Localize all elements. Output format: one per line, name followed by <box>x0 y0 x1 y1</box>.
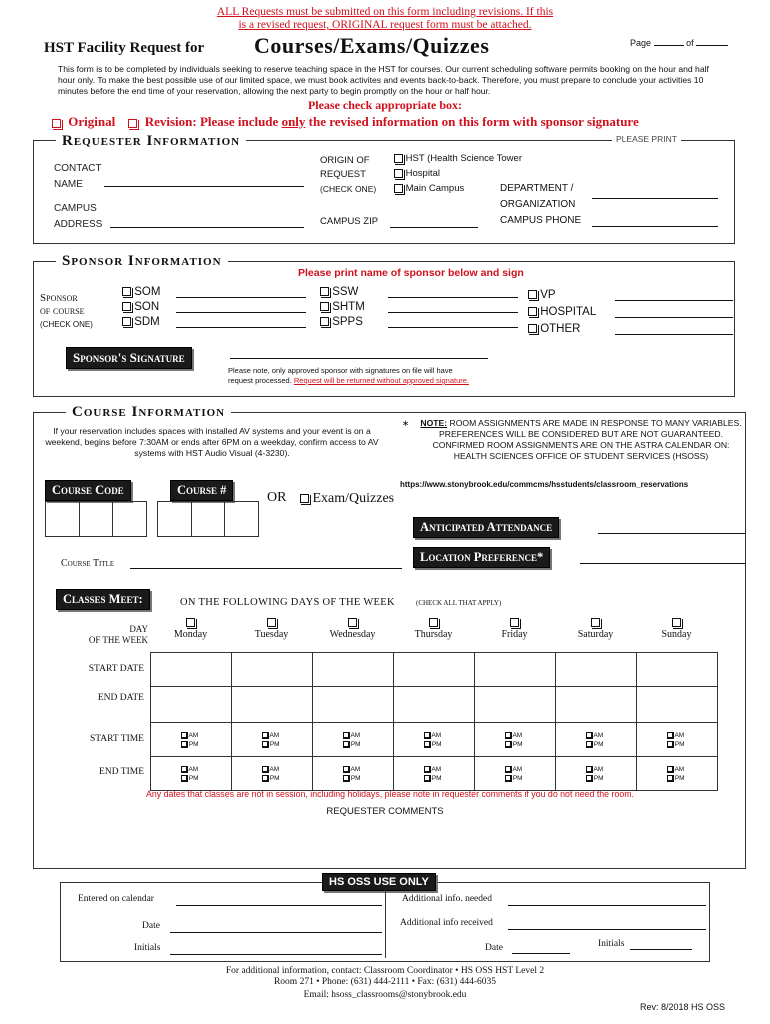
requester-frame <box>33 140 735 244</box>
code-box[interactable] <box>80 502 114 536</box>
pm-checkbox[interactable] <box>667 775 673 781</box>
sponsor-label-3: (CHECK ONE) <box>40 320 93 329</box>
av-note: If your reservation includes spaces with installed AV systems and your event is on a weekend, begins before 7:30AM or ends after 6PM on a weekday, confirm access to AV systems with HST Audio Visual (4-3230). <box>45 426 379 458</box>
pm-checkbox[interactable] <box>424 775 430 781</box>
origin-option-hst[interactable] <box>394 151 522 166</box>
schedule-grid <box>150 652 718 791</box>
am-label: AM <box>269 731 280 739</box>
hospital-checkbox[interactable] <box>394 169 403 178</box>
pm-label: PM <box>593 774 604 782</box>
pm-label: PM <box>269 774 280 782</box>
am-label: AM <box>431 765 442 773</box>
note-text: ROOM ASSIGNMENTS ARE MADE IN RESPONSE TO MANY VARIABLES. PREFERENCES WILL BE CONSIDERED BUT ARE NOT GUARANTEED. CONFIRMED ROOM ASSIGNMENTS ARE ON THE ASTRA CALENDAR ON: HEALTH SCIENCES OFFICE OF STUDENT SERVICES (HSOSS) <box>432 418 742 461</box>
initials2-label: Initials <box>598 939 625 949</box>
check-all-label: (CHECK ALL THAT APPLY) <box>416 599 502 607</box>
number-box[interactable] <box>158 502 192 536</box>
sponsor-col3-line[interactable] <box>615 334 733 335</box>
initials2-field[interactable] <box>630 949 692 950</box>
time-cell[interactable] <box>313 723 394 757</box>
department-label-2: ORGANIZATION <box>500 199 576 210</box>
day-header[interactable] <box>231 617 312 641</box>
office-divider <box>385 890 386 958</box>
day-label-2: OF THE WEEK <box>88 635 148 645</box>
am-label: AM <box>512 765 523 773</box>
am-checkbox[interactable] <box>586 732 592 738</box>
time-cell[interactable] <box>637 757 718 791</box>
address-label-1: CAMPUS <box>54 203 97 214</box>
pm-checkbox[interactable] <box>181 775 187 781</box>
date-field[interactable] <box>170 932 382 933</box>
note-label: NOTE: <box>420 418 448 428</box>
revision-label-a: Revision: Please include <box>144 114 279 129</box>
revision-checkbox[interactable] <box>128 119 137 128</box>
pm-label: PM <box>674 740 685 748</box>
contact-name-label <box>54 161 102 193</box>
pm-checkbox[interactable] <box>667 741 673 747</box>
signature-note <box>228 366 469 386</box>
sponsor-option-label: SOM <box>134 286 161 298</box>
grid-cell[interactable] <box>232 687 313 723</box>
holiday-note: Any dates that classes are not in session, including holidays, please note in requester comments if you do not need the room. <box>145 789 635 799</box>
checkbox[interactable] <box>528 307 537 316</box>
page-title: Courses/Exams/Quizzes <box>254 33 490 58</box>
initials-field[interactable] <box>170 954 382 955</box>
day-checkbox[interactable] <box>510 618 519 627</box>
page-counter <box>630 38 728 48</box>
day-label: Friday <box>501 629 528 640</box>
course-title-field[interactable] <box>130 568 402 569</box>
end-date-row <box>151 687 718 723</box>
signature-note-1: Please note, only approved sponsor with signatures on file will have <box>228 366 453 375</box>
day-label: Thursday <box>414 629 453 640</box>
am-checkbox[interactable] <box>424 766 430 772</box>
date-label: Date <box>142 921 160 931</box>
end-time-row <box>151 757 718 791</box>
time-cell[interactable] <box>637 723 718 757</box>
checkbox[interactable] <box>320 287 329 296</box>
checkbox[interactable] <box>528 290 537 299</box>
day-label: Wednesday <box>329 629 376 640</box>
sponsor-option[interactable] <box>528 304 596 321</box>
course-heading: Course Information <box>66 404 231 421</box>
number-box[interactable] <box>225 502 258 536</box>
campus-phone-label: CAMPUS PHONE <box>500 215 582 226</box>
day-headers <box>150 617 717 641</box>
am-label: AM <box>350 765 361 773</box>
note-star: ∗ <box>402 418 410 428</box>
sponsor-option-label: VP <box>540 289 556 301</box>
check-box-prompt: Please check appropriate box: <box>307 98 463 112</box>
origin-option-label: HST (Health Science Tower <box>405 153 522 164</box>
pm-checkbox[interactable] <box>586 741 592 747</box>
day-header[interactable] <box>312 617 393 641</box>
am-checkbox[interactable] <box>505 766 511 772</box>
sponsor-option-label: OTHER <box>540 323 581 335</box>
title-prefix: HST Facility Request for <box>44 40 205 56</box>
pm-checkbox[interactable] <box>262 741 268 747</box>
checkbox[interactable] <box>320 317 329 326</box>
day-checkbox[interactable] <box>429 618 438 627</box>
sponsor-col2-line[interactable] <box>388 327 518 328</box>
course-title-label: Course Title <box>61 558 115 569</box>
department-field[interactable] <box>592 198 718 199</box>
classes-meet-label: Classes Meet: <box>56 589 150 610</box>
sponsor-of-course-label <box>40 292 93 331</box>
sponsor-col-2 <box>320 285 365 330</box>
time-cell[interactable] <box>151 757 232 791</box>
pm-checkbox[interactable] <box>181 741 187 747</box>
grid-cell[interactable] <box>313 687 394 723</box>
pm-checkbox[interactable] <box>505 741 511 747</box>
day-label: Tuesday <box>254 629 289 640</box>
grid-cell[interactable] <box>151 687 232 723</box>
requester-heading: Requester Information <box>56 133 246 150</box>
sponsor-col-3 <box>528 287 596 338</box>
hst-checkbox[interactable] <box>394 154 403 163</box>
am-checkbox[interactable] <box>667 766 673 772</box>
grid-cell[interactable] <box>637 687 718 723</box>
time-cell[interactable] <box>313 757 394 791</box>
time-cell[interactable] <box>556 723 637 757</box>
am-checkbox[interactable] <box>262 732 268 738</box>
day-label: Saturday <box>577 629 614 640</box>
page-number-field[interactable] <box>654 45 684 46</box>
department-label <box>500 181 581 229</box>
signature-note-2: request processed. <box>228 376 292 385</box>
reservations-url[interactable]: https://www.stonybrook.edu/commcms/hsstudents/classroom_reservations <box>400 480 689 489</box>
sponsor-col1-line[interactable] <box>176 327 306 328</box>
notice-line-2: is a revised request, ORIGINAL request form must be attached. <box>238 19 532 31</box>
campus-zip-label: CAMPUS ZIP <box>320 216 379 227</box>
address-label-2: ADDRESS <box>54 219 103 230</box>
sponsor-heading: Sponsor Information <box>56 253 228 270</box>
requester-comments-label: REQUESTER COMMENTS <box>326 806 444 817</box>
page-total-field[interactable] <box>696 45 728 46</box>
exam-label: Exam/Quizzes <box>312 491 395 506</box>
revision-only: only <box>281 114 306 129</box>
attendance-label: Anticipated Attendance <box>413 517 559 538</box>
course-code-label: Course Code <box>45 480 131 501</box>
time-cell[interactable] <box>394 723 475 757</box>
additional-needed-field[interactable] <box>508 905 706 906</box>
row-label: START TIME <box>89 734 144 744</box>
sponsor-option[interactable] <box>320 285 365 300</box>
checkbox[interactable] <box>320 302 329 311</box>
sponsor-option[interactable] <box>122 300 160 315</box>
sponsor-col1-line[interactable] <box>176 312 306 313</box>
am-checkbox[interactable] <box>343 732 349 738</box>
exam-checkbox[interactable] <box>300 494 309 503</box>
day-label-1: DAY <box>129 624 148 634</box>
additional-needed-label: Additional info. needed <box>402 894 492 904</box>
checkbox[interactable] <box>122 302 131 311</box>
code-box[interactable] <box>113 502 146 536</box>
pm-checkbox[interactable] <box>262 775 268 781</box>
notice-line-1: ALL Requests must be submitted on this form including revisions. If this <box>216 6 554 18</box>
time-cell[interactable] <box>475 723 556 757</box>
time-cell[interactable] <box>232 757 313 791</box>
am-label: AM <box>593 765 604 773</box>
sponsor-option-label: SHTM <box>332 301 365 313</box>
date2-field[interactable] <box>512 953 570 954</box>
time-cell[interactable] <box>556 757 637 791</box>
grid-cell[interactable] <box>394 653 475 687</box>
am-label: AM <box>350 731 361 739</box>
original-checkbox[interactable] <box>52 119 61 128</box>
pm-checkbox[interactable] <box>505 775 511 781</box>
notice <box>150 6 620 32</box>
pm-label: PM <box>512 740 523 748</box>
time-cell[interactable] <box>475 757 556 791</box>
pm-label: PM <box>593 740 604 748</box>
grid-cell[interactable] <box>475 687 556 723</box>
sponsor-col3-line[interactable] <box>615 317 733 318</box>
pm-checkbox[interactable] <box>343 775 349 781</box>
sponsor-option[interactable] <box>122 315 160 330</box>
time-cell[interactable] <box>232 723 313 757</box>
day-checkbox[interactable] <box>591 618 600 627</box>
date2-label: Date <box>485 943 503 953</box>
am-label: AM <box>593 731 604 739</box>
am-checkbox[interactable] <box>424 732 430 738</box>
day-header[interactable] <box>150 617 231 641</box>
please-print: PLEASE PRINT <box>612 134 681 144</box>
pm-checkbox[interactable] <box>343 741 349 747</box>
am-checkbox[interactable] <box>505 732 511 738</box>
entered-field[interactable] <box>176 905 382 906</box>
sponsor-option[interactable] <box>528 287 596 304</box>
day-checkbox[interactable] <box>348 618 357 627</box>
grid-cell[interactable] <box>232 653 313 687</box>
grid-cell[interactable] <box>151 653 232 687</box>
location-field[interactable] <box>580 563 746 564</box>
pm-checkbox[interactable] <box>586 775 592 781</box>
request-type-row <box>52 114 639 130</box>
am-checkbox[interactable] <box>667 732 673 738</box>
course-number-label: Course # <box>170 480 233 501</box>
am-label: AM <box>431 731 442 739</box>
revision-label-b: the revised information on this form with sponsor signature <box>308 114 639 129</box>
am-checkbox[interactable] <box>181 766 187 772</box>
footer-line-3: Email: hsoss_classrooms@stonybrook.edu <box>303 990 467 1000</box>
origin-option-label: Hospital <box>405 168 440 179</box>
location-label: Location Preference* <box>413 547 550 568</box>
footer-line-1: For additional information, contact: Classroom Coordinator • HS OSS HST Level 2 <box>225 966 545 976</box>
day-of-week-label <box>82 624 148 646</box>
am-label: AM <box>269 765 280 773</box>
day-label: Monday <box>173 629 208 640</box>
origin-label-3: (CHECK ONE) <box>320 184 377 194</box>
origin-label-2: REQUEST <box>320 169 366 180</box>
am-checkbox[interactable] <box>343 766 349 772</box>
sponsor-col1-line[interactable] <box>176 297 306 298</box>
pm-label: PM <box>269 740 280 748</box>
day-checkbox[interactable] <box>267 618 276 627</box>
grid-cell[interactable] <box>556 653 637 687</box>
row-label: START DATE <box>88 664 144 674</box>
grid-cell[interactable] <box>637 653 718 687</box>
sponsor-option[interactable] <box>320 315 365 330</box>
office-use-heading: HS OSS USE ONLY <box>322 873 436 891</box>
sponsor-col3-line[interactable] <box>615 300 733 301</box>
row-label: END DATE <box>97 693 144 703</box>
sponsor-option-label: SPPS <box>332 316 363 328</box>
sponsor-option[interactable] <box>320 300 365 315</box>
sponsor-col-1 <box>122 285 160 330</box>
pm-label: PM <box>431 740 442 748</box>
am-checkbox[interactable] <box>586 766 592 772</box>
campus-zip-field[interactable] <box>390 227 478 228</box>
row-labels <box>60 652 144 790</box>
sponsor-option[interactable] <box>528 321 596 338</box>
row-label: END TIME <box>99 767 144 777</box>
origin-option-hospital[interactable] <box>394 166 522 181</box>
page-label: Page <box>630 38 652 48</box>
main-campus-checkbox[interactable] <box>394 184 403 193</box>
am-label: AM <box>188 765 199 773</box>
department-label-1: DEPARTMENT / <box>500 183 574 194</box>
grid-cell[interactable] <box>394 687 475 723</box>
pm-label: PM <box>512 774 523 782</box>
entered-label: Entered on calendar <box>78 894 154 904</box>
day-header[interactable] <box>555 617 636 641</box>
attendance-field[interactable] <box>598 533 746 534</box>
code-box[interactable] <box>46 502 80 536</box>
contact-label-2: NAME <box>54 179 83 190</box>
grid-cell[interactable] <box>556 687 637 723</box>
am-label: AM <box>674 731 685 739</box>
signature-note-link: Request will be returned without approved signature. <box>293 376 469 385</box>
sponsor-signature-field[interactable] <box>230 358 488 359</box>
origin-option-label: Main Campus <box>405 183 465 194</box>
time-cell[interactable] <box>151 723 232 757</box>
sponsor-label-2: of course <box>40 305 85 317</box>
day-header[interactable] <box>393 617 474 641</box>
am-checkbox[interactable] <box>181 732 187 738</box>
grid-cell[interactable] <box>313 653 394 687</box>
contact-label-1: CONTACT <box>54 163 102 174</box>
day-checkbox[interactable] <box>186 618 195 627</box>
contact-name-field[interactable] <box>104 186 304 187</box>
day-checkbox[interactable] <box>672 618 681 627</box>
day-header[interactable] <box>474 617 555 641</box>
sponsor-option[interactable] <box>122 285 160 300</box>
campus-phone-field[interactable] <box>592 226 718 227</box>
exam-option[interactable] <box>300 491 394 507</box>
following-days-label: ON THE FOLLOWING DAYS OF THE WEEK <box>180 597 395 608</box>
am-label: AM <box>674 765 685 773</box>
pm-label: PM <box>431 774 442 782</box>
pm-label: PM <box>188 740 199 748</box>
sponsor-label-1: Sponsor <box>40 292 78 304</box>
sponsor-option-label: HOSPITAL <box>540 306 597 318</box>
sponsor-option-label: SSW <box>332 286 359 298</box>
start-time-row <box>151 723 718 757</box>
sponsor-signature-label: Sponsor's Signature <box>66 347 192 369</box>
day-header[interactable] <box>636 617 717 641</box>
original-label: Original <box>68 114 116 129</box>
pm-checkbox[interactable] <box>424 741 430 747</box>
pm-label: PM <box>674 774 685 782</box>
day-label: Sunday <box>661 629 692 640</box>
origin-label <box>320 154 376 196</box>
am-label: AM <box>188 731 199 739</box>
sponsor-col2-line[interactable] <box>388 312 518 313</box>
pm-label: PM <box>188 774 199 782</box>
initials-label: Initials <box>134 943 161 953</box>
footer-line-2: Room 271 • Phone: (631) 444-2111 • Fax: (631) 444-6035 <box>273 977 497 987</box>
pm-label: PM <box>350 740 361 748</box>
sponsor-col2-line[interactable] <box>388 297 518 298</box>
intro-text: This form is to be completed by individuals seeking to reserve teaching space in the HST for courses. Our current scheduling software permits booking on the hour and half hour only. To make the best possible use of our limited space, we must book activites and events back-to-back. Therefore, you must prepare to conclude your activities 10 minutes before the end time of your reservation, allowing the next party to begin promptly on the hour or half hour. <box>58 64 709 96</box>
or-label: OR <box>267 490 287 505</box>
origin-label-1: ORIGIN OF <box>320 155 370 166</box>
course-number-boxes[interactable] <box>157 501 259 537</box>
additional-received-field[interactable] <box>508 929 706 930</box>
footer-contact <box>0 966 770 1001</box>
requester-comments-field[interactable] <box>40 820 740 864</box>
checkbox[interactable] <box>122 287 131 296</box>
campus-address-field[interactable] <box>110 227 304 228</box>
sponsor-option-label: SON <box>134 301 160 313</box>
pm-label: PM <box>350 774 361 782</box>
of-label: of <box>686 38 694 48</box>
room-assignment-note <box>402 418 742 462</box>
additional-received-label: Additional info received <box>400 918 493 928</box>
campus-address-label <box>54 201 102 233</box>
revision-stamp: Rev: 8/2018 HS OSS <box>640 1002 726 1012</box>
am-label: AM <box>512 731 523 739</box>
course-code-boxes[interactable] <box>45 501 147 537</box>
start-date-row <box>151 653 718 687</box>
am-checkbox[interactable] <box>262 766 268 772</box>
checkbox[interactable] <box>528 324 537 333</box>
time-cell[interactable] <box>394 757 475 791</box>
sponsor-print-note: Please print name of sponsor below and sign <box>298 267 524 279</box>
checkbox[interactable] <box>122 317 131 326</box>
grid-cell[interactable] <box>475 653 556 687</box>
number-box[interactable] <box>192 502 226 536</box>
sponsor-option-label: SDM <box>134 316 160 328</box>
